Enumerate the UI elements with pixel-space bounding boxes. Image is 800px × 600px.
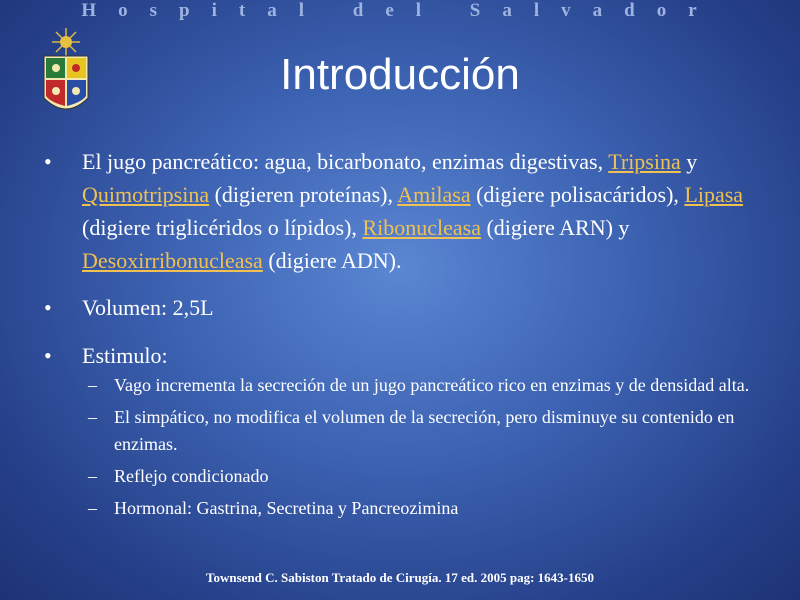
- citation-footnote: Townsend C. Sabiston Tratado de Cirugía. 17 ed. 2005 pag: 1643-1650: [205, 570, 594, 585]
- link-amilasa[interactable]: Amilasa: [397, 182, 471, 207]
- link-quimotripsina[interactable]: Quimotripsina: [82, 182, 210, 207]
- link-desoxirribonucleasa[interactable]: Desoxirribonucleasa: [82, 248, 263, 273]
- bullet-text: Volumen: 2,5L: [82, 295, 214, 320]
- bullet-text: Estimulo:: [82, 343, 168, 368]
- dash-icon: –: [88, 498, 97, 518]
- bullet-dot-icon: •: [44, 343, 52, 368]
- link-ribonucleasa[interactable]: Ribonucleasa: [362, 215, 481, 240]
- sub-bullet-text: El simpático, no modifica el volumen de la secreción, pero disminuye su contenido en enzimas.: [114, 407, 735, 454]
- sub-bullet-reflejo: [88, 463, 770, 490]
- dash-icon: –: [88, 466, 97, 486]
- link-tripsina[interactable]: Tripsina: [608, 149, 681, 174]
- bullet-text: El jugo pancreático: agua, bicarbonato, enzimas digestivas, Tripsina y Quimotripsina (digieren proteínas), Amilasa (digiere polisacáridos), Lipasa (digiere triglicéridos o lípidos), Ribonucleasa (digiere ARN) y Desoxirribonucleasa (digiere ADN).: [82, 149, 744, 273]
- sub-bullet-text: Reflejo condicionado: [114, 466, 269, 486]
- dash-icon: –: [88, 375, 97, 395]
- header-band: [0, 0, 800, 22]
- sub-bullet-text: Vago incrementa la secreción de un jugo pancreático rico en enzimas y de densidad alta.: [114, 375, 750, 395]
- slide-content: [40, 145, 770, 522]
- bullet-dot-icon: •: [44, 295, 52, 320]
- dash-icon: –: [88, 407, 97, 427]
- sub-bullet-text: Hormonal: Gastrina, Secretina y Pancreozimina: [114, 498, 459, 518]
- bullet-dot-icon: •: [44, 149, 52, 174]
- hospital-name: Hospital del Salvador: [81, 0, 719, 21]
- sub-bullet-simpatico: [88, 404, 770, 458]
- bullet-pancreatic-juice: [40, 145, 770, 277]
- link-lipasa[interactable]: Lipasa: [684, 182, 744, 207]
- bullet-volume: [40, 291, 770, 324]
- sub-bullet-vago: [88, 372, 770, 399]
- sub-bullet-hormonal: [88, 495, 770, 522]
- bullet-stimulus: [40, 339, 770, 372]
- slide-title: Introducción: [280, 50, 520, 99]
